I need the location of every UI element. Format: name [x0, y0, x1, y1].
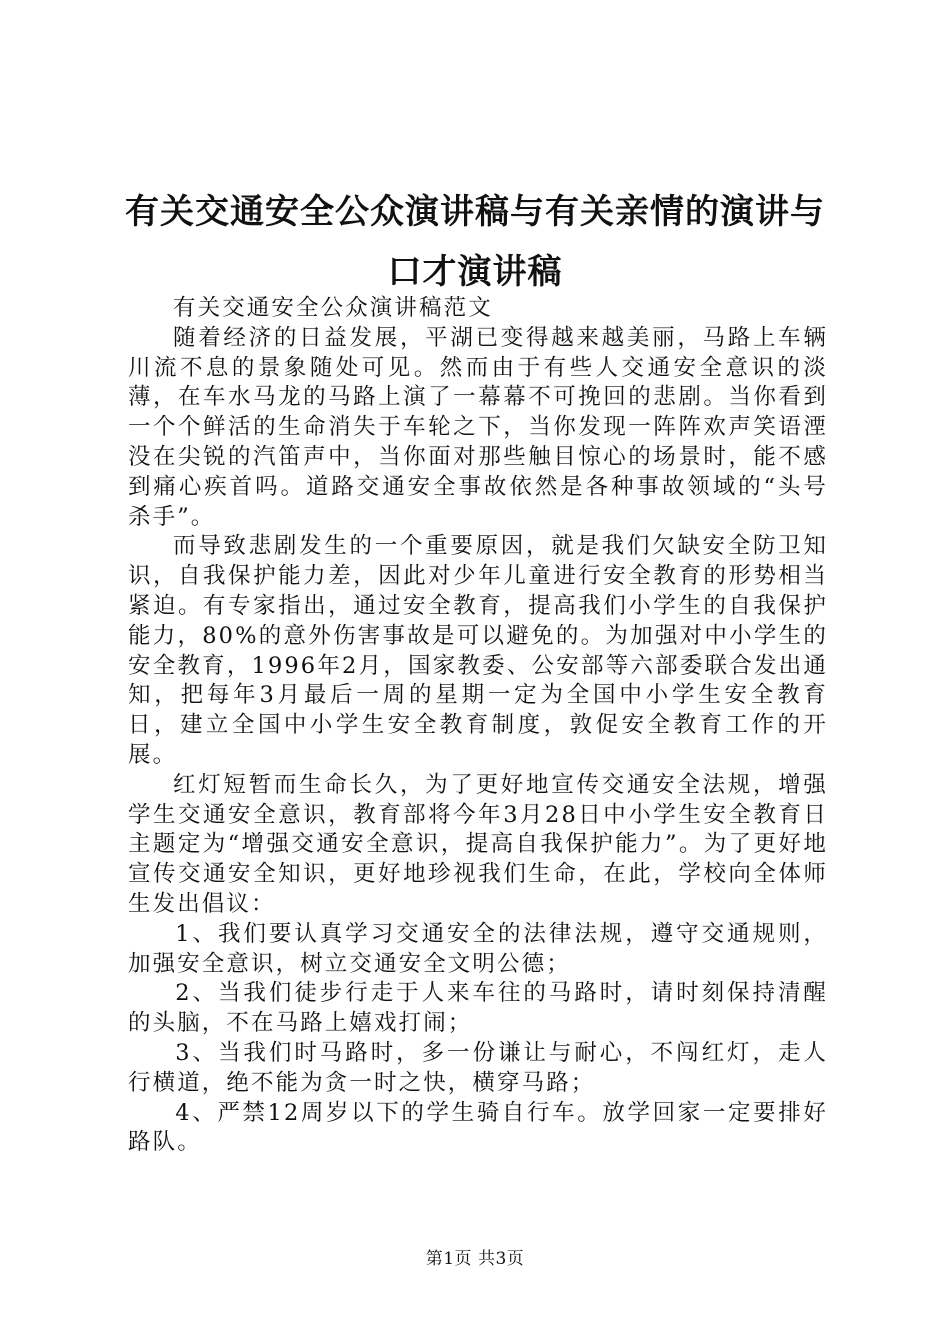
paragraph: 随着经济的日益发展，平湖已变得越来越美丽，马路上车辆川流不息的景象随处可见。然而由于有些人交通安全意识的淡薄，在车水马龙的马路上演了一幕幕不可挽回的悲剧。当你看到一个个鲜活的生命消失于车轮之下，当你发现一阵阵欢声笑语湮没在尖锐的汽笛声中，当你面对那些触目惊心的场景时，能不感到痛心疾首吗。道路交通安全事故依然是各种事故领域的“头号杀手”。 — [128, 324, 828, 530]
page-footer: 第1页 共3页 — [425, 1249, 525, 1269]
list-item: 4、严禁12周岁以下的学生骑自行车。放学回家一定要排好路队。 — [128, 1099, 828, 1156]
document-body — [128, 294, 828, 1158]
document-title-line-2: 口才演讲稿 — [387, 252, 563, 292]
list-item: 2、当我们徒步行走于人来车往的马路时，请时刻保持清醒的头脑，不在马路上嬉戏打闹； — [128, 980, 828, 1037]
paragraph: 而导致悲剧发生的一个重要原因，就是我们欠缺安全防卫知识，自我保护能力差，因此对少年儿童进行安全教育的形势相当紧迫。有专家指出，通过安全教育，提高我们小学生的自我保护能力，80%的意外伤害事故是可以避免的。为加强对中小学生的安全教育，1996年2月，国家教委、公安部等六部委联合发出通知，把每年3月最后一周的星期一定为全国中小学生安全教育日，建立全国中小学生安全教育制度，敦促安全教育工作的开展。 — [128, 533, 828, 768]
list-item: 3、当我们时马路时，多一份谦让与耐心，不闯红灯，走人行横道，绝不能为贪一时之快，横穿马路； — [128, 1039, 828, 1096]
document-title-line-1: 有关交通安全公众演讲稿与有关亲情的演讲与 — [125, 192, 825, 232]
section-heading: 有关交通安全公众演讲稿范文 — [173, 295, 493, 321]
paragraph: 红灯短暂而生命长久，为了更好地宣传交通安全法规，增强学生交通安全意识，教育部将今年3月28日中小学生安全教育日主题定为“增强交通安全意识，提高自我保护能力”。为了更好地宣传交通安全知识，更好地珍视我们生命，在此，学校向全体师生发出倡议： — [128, 771, 828, 917]
list-item: 1、我们要认真学习交通安全的法律法规，遵守交通规则，加强安全意识，树立交通安全文明公德； — [128, 920, 828, 977]
